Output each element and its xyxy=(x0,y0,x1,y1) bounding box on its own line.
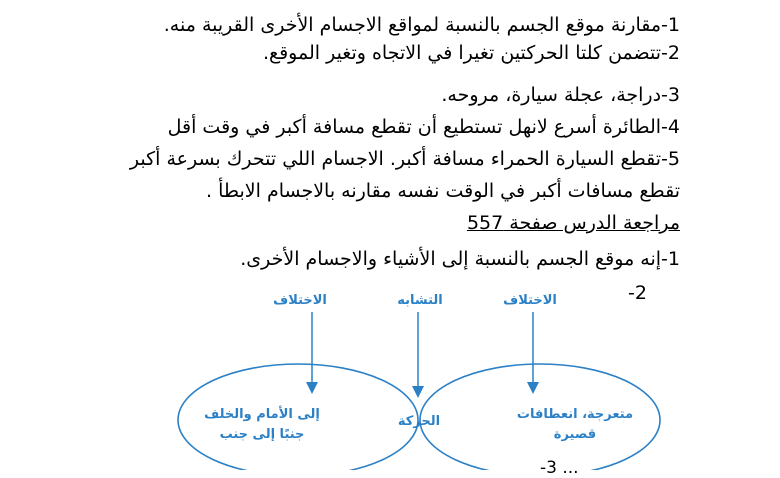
left-circle-text-1: إلى الأمام والخلف xyxy=(204,407,320,422)
label-similarity: التشابه xyxy=(397,293,443,308)
answer-line-3: 3-دراجة، عجلة سيارة، مروحه. xyxy=(441,84,680,106)
answer-line-1: 1-مقارنة موقع الجسم بالنسبة لمواقع الاجسام الأخرى القريبة منه. xyxy=(163,14,680,36)
venn-diagram xyxy=(0,290,780,470)
answer-line-2: 2-تتضمن كلتا الحركتين تغيرا في الاتجاه وتغير الموقع. xyxy=(262,42,680,64)
next-item-cut-off: -3 ... xyxy=(540,458,579,478)
answer-line-4: 4-الطائرة أسرع لانهل تستطيع أن تقطع مسافة أكبر في وقت أقل xyxy=(167,116,680,138)
right-circle-text-1: متعرجة، انعطافات xyxy=(516,407,634,422)
review-answer-1: 1-إنه موقع الجسم بالنسبة إلى الأشياء والاجسام الأخرى. xyxy=(240,248,680,270)
label-difference-right: الاختلاف xyxy=(503,293,557,308)
right-circle-text-2: قصيرة xyxy=(553,427,597,442)
answer-line-5: 5-تقطع السيارة الحمراء مسافة أكبر. الاجسام اللي تتحرك بسرعة أكبر xyxy=(129,148,680,170)
label-difference-left: الاختلاف xyxy=(273,293,327,308)
overlap-text: الحركة xyxy=(397,414,441,429)
left-circle-text-2: جنبًا إلى جنب xyxy=(219,427,305,442)
review-heading: مراجعة الدرس صفحة 557 xyxy=(466,212,680,234)
answer-line-5-continued: تقطع مسافات أكبر في الوقت نفسه مقارنه بالاجسام الابطأ . xyxy=(206,180,680,202)
item-2-number: -2 xyxy=(628,282,647,304)
